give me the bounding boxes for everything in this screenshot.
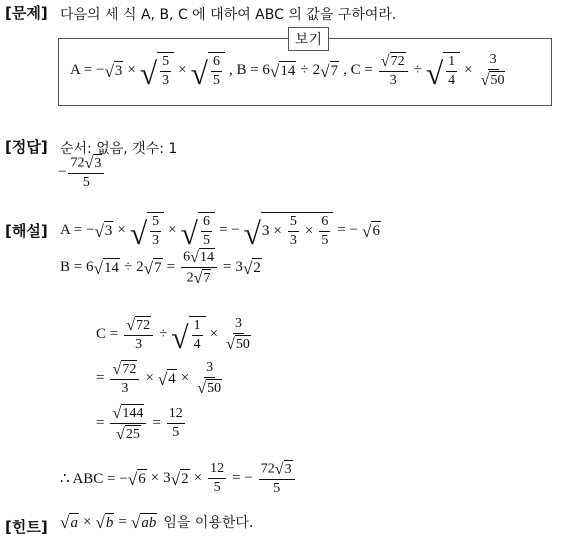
explanation-c-line-2: = √ 72 3 × √ 4 × 3 √ 50 (96, 360, 222, 398)
explanation-b-line: B = 6 √ 14 ÷ 2 √ 7 = 6 √ 14 2 √ 7 = 3 √ 2 (60, 249, 261, 288)
explanation-c-line-1: C = √ 72 3 ÷ √ $\frac{1}{4}$ × 3 √ 50 (96, 316, 250, 355)
sqrt-3: √ 3 (104, 61, 123, 81)
explanation-a-line: A = − √ 3 × √ $\frac{5}{3}$ × √ $\frac{6}{5}$ = − √ 3 × $\frac{5}{3}$ × $\frac{6}{5}$ = − √ 6 (60, 214, 380, 251)
answer-info: 순서: 없음, 갯수: 1 (60, 141, 178, 157)
explanation-result-line: ∴ ABC = − √ 6 × 3 √ 2 × $\frac{12}{5}$ = − 72 √ 3 5 (60, 460, 297, 497)
example-expressions: A = − √ 3 × √ $\frac{5}{3}$ × √ $\frac{6}{5}$ , B = 6 √ 14 ÷ 2 √ 7 , C = √ 72 3 ÷ √ $\frac{1}{4}$ × 3 √ 50 (70, 52, 505, 91)
b-label: , B = 6 (228, 62, 270, 79)
hint-tag: [힌트] (5, 518, 48, 536)
explanation-c-line-3: = √ 144 √ 25 = $\frac{12}{5}$ (96, 405, 183, 444)
c-label: , C = (343, 62, 373, 79)
sqrt-6-over-5: √ $\frac{6}{5}$ (191, 52, 225, 89)
problem-tag: [문제] (5, 4, 48, 22)
example-box-label: 보기 (288, 27, 329, 51)
a-label: A = − (70, 62, 105, 79)
problem-statement: 다음의 세 식 A, B, C 에 대하여 ABC 의 값을 구하여라. (60, 7, 397, 23)
answer-tag: [정답] (5, 138, 48, 156)
answer-value: − 72 √ 3 5 (58, 154, 106, 191)
explanation-tag: [해설] (5, 222, 48, 240)
hint-line: √ a × √ b = √ ab 임을 이용한다. (60, 513, 254, 533)
sqrt-5-over-3: √ $\frac{5}{3}$ (140, 52, 174, 89)
